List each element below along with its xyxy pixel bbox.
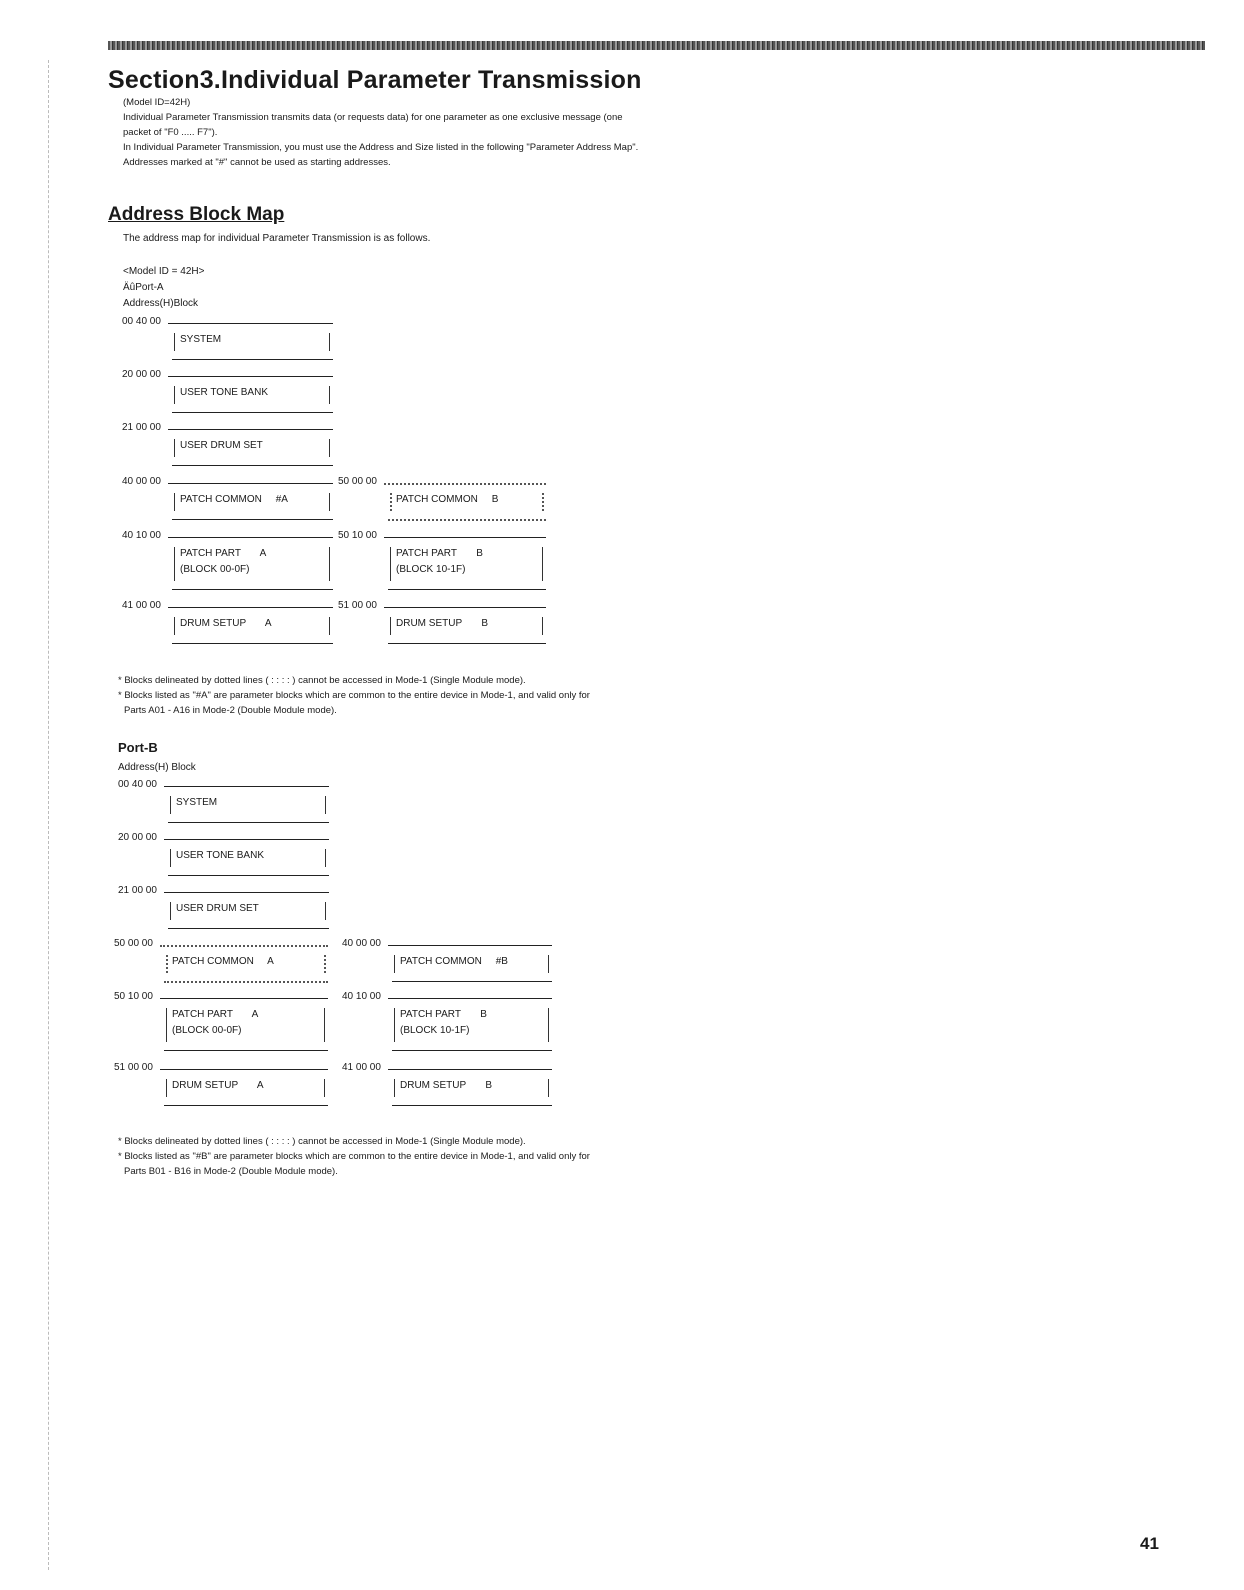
block-border-line	[164, 1050, 328, 1051]
block-border-line	[164, 786, 329, 787]
block-label: PATCH COMMON #B	[400, 956, 508, 967]
intro-paragraph-2: In Individual Parameter Transmission, you must use the Address and Size listed in the following "Parameter Address Map". Addresses marked at "#" cannot be used as starting addresses.	[123, 142, 639, 168]
block-border-line	[384, 537, 546, 538]
port-a-label: ÄûPort-A	[123, 282, 164, 293]
top-rule-bar	[108, 41, 1205, 50]
block-label: USER DRUM SET	[176, 903, 259, 914]
block-address: 50 10 00	[114, 991, 153, 1002]
block-address: 50 00 00	[114, 938, 153, 949]
block-side-bar	[325, 902, 326, 920]
binding-edge-line	[48, 60, 49, 1570]
port-b-title: Port-B	[118, 740, 158, 755]
block-side-bar	[394, 1079, 395, 1097]
block-border-line	[172, 589, 333, 590]
block-border-line	[172, 412, 333, 413]
block-label: SYSTEM	[180, 334, 222, 345]
block-side-bar	[325, 796, 326, 814]
block-border-line	[388, 998, 552, 999]
block-border-line	[164, 1105, 328, 1106]
port-a-note-2: * Blocks listed as "#A" are parameter blocks which are common to the entire device in Mode-1, and valid only for	[118, 690, 590, 701]
block-side-bar	[390, 493, 392, 511]
block-label: PATCH PART B	[400, 1009, 487, 1020]
page-number: 41	[1140, 1534, 1159, 1553]
block-side-bar	[166, 1079, 167, 1097]
port-b-note-2: * Blocks listed as "#B" are parameter blocks which are common to the entire device in Mode-1, and valid only for	[118, 1151, 590, 1162]
block-side-bar	[174, 547, 175, 581]
block-side-bar	[329, 547, 330, 581]
port-a-model-line: <Model ID = 42H>	[123, 266, 205, 277]
block-side-bar	[329, 493, 330, 511]
block-label: SYSTEM	[176, 797, 218, 808]
block-border-line	[388, 945, 552, 946]
block-side-bar	[394, 955, 395, 973]
block-address: 50 10 00	[338, 530, 377, 541]
block-label: DRUM SETUP B	[396, 618, 489, 629]
block-border-line	[384, 607, 546, 608]
block-side-bar	[324, 955, 326, 973]
block-border-line	[392, 1105, 552, 1106]
block-border-line	[392, 1050, 552, 1051]
block-border-line	[168, 429, 333, 430]
block-sublabel: (BLOCK 10-1F)	[400, 1025, 470, 1036]
port-b-note-3: Parts B01 - B16 in Mode-2 (Double Module mode).	[124, 1166, 338, 1177]
block-label: PATCH PART A	[180, 548, 267, 559]
block-side-bar	[170, 902, 171, 920]
block-border-line	[384, 483, 546, 485]
block-side-bar	[329, 386, 330, 404]
block-border-line	[388, 589, 546, 590]
port-b-column-header: Address(H) Block	[118, 762, 196, 773]
block-side-bar	[542, 617, 543, 635]
block-address: 50 00 00	[338, 476, 377, 487]
port-a-notes	[118, 673, 638, 718]
block-side-bar	[324, 1008, 325, 1042]
block-label: USER DRUM SET	[180, 440, 263, 451]
block-side-bar	[390, 617, 391, 635]
block-side-bar	[170, 796, 171, 814]
block-border-line	[168, 607, 333, 608]
model-id-line: (Model ID=42H)	[123, 97, 191, 108]
block-side-bar	[170, 849, 171, 867]
block-address: 20 00 00	[122, 369, 161, 380]
block-side-bar	[542, 493, 544, 511]
block-side-bar	[174, 493, 175, 511]
block-border-line	[168, 483, 333, 484]
address-map-description: The address map for individual Parameter Transmission is as follows.	[123, 233, 431, 244]
block-label: PATCH COMMON B	[396, 494, 499, 505]
block-address: 00 40 00	[118, 779, 157, 790]
block-border-line	[160, 1069, 328, 1070]
block-address: 41 00 00	[122, 600, 161, 611]
block-border-line	[164, 892, 329, 893]
block-border-line	[164, 839, 329, 840]
intro-paragraph-1: Individual Parameter Transmission transmits data (or requests data) for one parameter as one exclusive message (one packet of "F0 ..... F7").	[123, 112, 623, 138]
block-sublabel: (BLOCK 00-0F)	[180, 564, 250, 575]
block-side-bar	[329, 617, 330, 635]
block-side-bar	[166, 1008, 167, 1042]
block-label: PATCH COMMON #A	[180, 494, 288, 505]
block-border-line	[168, 875, 329, 876]
block-address: 40 00 00	[342, 938, 381, 949]
port-b-notes	[118, 1134, 638, 1179]
block-address: 41 00 00	[342, 1062, 381, 1073]
block-side-bar	[390, 547, 391, 581]
block-border-line	[168, 376, 333, 377]
block-border-line	[168, 928, 329, 929]
block-side-bar	[548, 1008, 549, 1042]
block-border-line	[388, 519, 546, 521]
block-border-line	[172, 359, 333, 360]
block-border-line	[388, 1069, 552, 1070]
block-sublabel: (BLOCK 00-0F)	[172, 1025, 242, 1036]
block-side-bar	[548, 955, 549, 973]
block-side-bar	[174, 617, 175, 635]
block-side-bar	[166, 955, 168, 973]
block-border-line	[160, 998, 328, 999]
block-side-bar	[324, 1079, 325, 1097]
block-label: DRUM SETUP A	[180, 618, 272, 629]
intro-block	[123, 95, 643, 170]
block-address: 40 00 00	[122, 476, 161, 487]
block-sublabel: (BLOCK 10-1F)	[396, 564, 466, 575]
block-label: USER TONE BANK	[180, 387, 268, 398]
block-side-bar	[174, 439, 175, 457]
block-side-bar	[394, 1008, 395, 1042]
block-address: 00 40 00	[122, 316, 161, 327]
block-label: PATCH PART A	[172, 1009, 259, 1020]
block-side-bar	[542, 547, 543, 581]
block-label: PATCH COMMON A	[172, 956, 274, 967]
block-address: 21 00 00	[122, 422, 161, 433]
block-label: USER TONE BANK	[176, 850, 264, 861]
block-address: 20 00 00	[118, 832, 157, 843]
block-border-line	[168, 537, 333, 538]
block-border-line	[172, 519, 333, 520]
block-address: 40 10 00	[122, 530, 161, 541]
address-block-map-heading: Address Block Map	[108, 204, 285, 225]
block-label: DRUM SETUP A	[172, 1080, 264, 1091]
block-border-line	[168, 323, 333, 324]
block-border-line	[168, 822, 329, 823]
block-side-bar	[325, 849, 326, 867]
block-address: 51 00 00	[338, 600, 377, 611]
block-label: DRUM SETUP B	[400, 1080, 493, 1091]
block-border-line	[172, 465, 333, 466]
block-side-bar	[174, 333, 175, 351]
block-border-line	[172, 643, 333, 644]
block-border-line	[388, 643, 546, 644]
port-a-note-3: Parts A01 - A16 in Mode-2 (Double Module mode).	[124, 705, 337, 716]
section-title: Section3.Individual Parameter Transmission	[108, 66, 642, 94]
block-side-bar	[174, 386, 175, 404]
block-label: PATCH PART B	[396, 548, 483, 559]
block-address: 40 10 00	[342, 991, 381, 1002]
port-a-column-header: Address(H)Block	[123, 298, 199, 309]
block-side-bar	[329, 439, 330, 457]
block-border-line	[164, 981, 328, 983]
block-side-bar	[329, 333, 330, 351]
block-border-line	[392, 981, 552, 982]
block-address: 21 00 00	[118, 885, 157, 896]
port-b-note-1: * Blocks delineated by dotted lines ( : : : : ) cannot be accessed in Mode-1 (Single Module mode).	[118, 1136, 526, 1147]
block-address: 51 00 00	[114, 1062, 153, 1073]
block-border-line	[160, 945, 328, 947]
port-a-note-1: * Blocks delineated by dotted lines ( : : : : ) cannot be accessed in Mode-1 (Single Module mode).	[118, 675, 526, 686]
block-side-bar	[548, 1079, 549, 1097]
